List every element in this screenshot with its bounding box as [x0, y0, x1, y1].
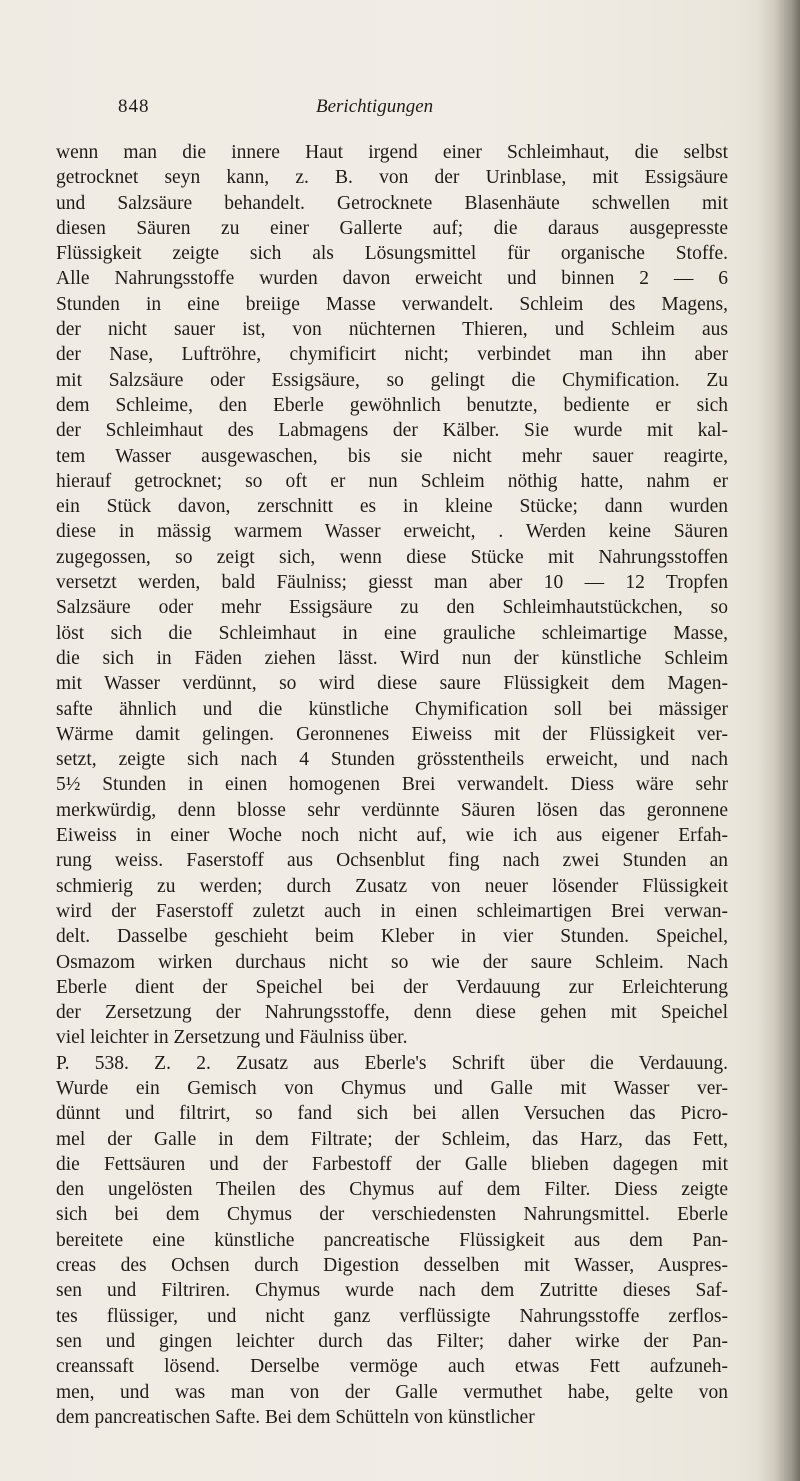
text-line: tes flüssiger, und nicht ganz verflüssigte Nahrungsstoffe zerflos-: [56, 1305, 728, 1327]
text-line: der Nase, Luftröhre, chymificirt nicht; verbindet man ihn aber: [56, 344, 728, 366]
text-line: mit Salzsäure oder Essigsäure, so gelingt die Chymification. Zu: [56, 369, 728, 391]
text-line: sen und Filtriren. Chymus wurde nach dem Zutritte dieses Saf-: [56, 1280, 728, 1302]
text-line: Alle Nahrungsstoffe wurden davon erweicht und binnen 2 — 6: [56, 268, 728, 290]
body-text: [56, 140, 728, 1430]
text-line: Osmazom wirken durchaus nicht so wie der saure Schleim. Nach: [56, 951, 728, 973]
text-line: 5½ Stunden in einen homogenen Brei verwandelt. Diess wäre sehr: [56, 774, 728, 796]
page-binding-shadow: [758, 0, 800, 1481]
text-line: der Schleimhaut des Labmagens der Kälber. Sie wurde mit kal-: [56, 420, 728, 442]
text-line: Eberle dient der Speichel bei der Verdauung zur Erleichterung: [56, 976, 728, 998]
text-line: ein Stück davon, zerschnitt es in kleine Stücke; dann wurden: [56, 496, 728, 518]
text-line: getrocknet seyn kann, z. B. von der Urinblase, mit Essigsäure: [56, 167, 728, 189]
text-line: merkwürdig, denn blosse sehr verdünnte Säuren lösen das geronnene: [56, 799, 728, 821]
text-line: rung weiss. Faserstoff aus Ochsenblut fing nach zwei Stunden an: [56, 850, 728, 872]
text-line: creas des Ochsen durch Digestion desselben mit Wasser, Auspres-: [56, 1255, 728, 1277]
text-line: Salzsäure oder mehr Essigsäure zu den Schleimhautstückchen, so: [56, 597, 728, 619]
text-line: mit Wasser verdünnt, so wird diese saure Flüssigkeit dem Magen-: [56, 673, 728, 695]
page-header: [118, 96, 718, 126]
text-line: Wärme damit gelingen. Geronnenes Eiweiss mit der Flüssigkeit ver-: [56, 723, 728, 745]
text-line: zugegossen, so zeigt sich, wenn diese Stücke mit Nahrungsstoffen: [56, 546, 728, 568]
text-line: den ungelösten Theilen des Chymus auf dem Filter. Diess zeigte: [56, 1179, 728, 1201]
text-line: tem Wasser ausgewaschen, bis sie nicht mehr sauer reagirte,: [56, 445, 728, 467]
text-line: Stunden in eine breiige Masse verwandelt. Schleim des Magens,: [56, 293, 728, 315]
running-title: Berichtigungen: [316, 96, 434, 117]
text-line: dem pancreatischen Safte. Bei dem Schütteln von künstlicher: [56, 1406, 535, 1428]
text-line: und Salzsäure behandelt. Getrocknete Blasenhäute schwellen mit: [56, 192, 728, 214]
text-line: die sich in Fäden ziehen lässt. Wird nun der künstliche Schleim: [56, 647, 728, 669]
text-line: der Zersetzung der Nahrungsstoffe, denn diese gehen mit Speichel: [56, 1002, 728, 1024]
text-line: mel der Galle in dem Filtrate; der Schleim, das Harz, das Fett,: [56, 1128, 728, 1150]
text-line: die Fettsäuren und der Farbestoff der Galle blieben dagegen mit: [56, 1153, 728, 1175]
text-line: safte ähnlich und die künstliche Chymification soll bei mässiger: [56, 698, 728, 720]
text-line: sich bei dem Chymus der verschiedensten Nahrungsmittel. Eberle: [56, 1204, 728, 1226]
text-line: Wurde ein Gemisch von Chymus und Galle mit Wasser ver-: [56, 1077, 728, 1099]
text-line: bereitete eine künstliche pancreatische Flüssigkeit aus dem Pan-: [56, 1229, 728, 1251]
text-line: schmierig zu werden; durch Zusatz von neuer lösender Flüssigkeit: [56, 875, 728, 897]
text-line: setzt, zeigte sich nach 4 Stunden grösstentheils erweicht, und nach: [56, 749, 728, 771]
text-line: wird der Faserstoff zuletzt auch in einen schleimartigen Brei verwan-: [56, 900, 728, 922]
text-line: wenn man die innere Haut irgend einer Schleimhaut, die selbst: [56, 142, 728, 163]
text-line: sen und gingen leichter durch das Filter; daher wirke der Pan-: [56, 1330, 728, 1352]
text-line: dem Schleime, den Eberle gewöhnlich benutzte, bediente er sich: [56, 394, 728, 416]
text-line: Flüssigkeit zeigte sich als Lösungsmittel für organische Stoffe.: [56, 243, 728, 265]
text-line: men, und was man von der Galle vermuthet habe, gelte von: [56, 1381, 728, 1403]
text-line: dünnt und filtrirt, so fand sich bei allen Versuchen das Picro-: [56, 1103, 728, 1125]
text-line: P. 538. Z. 2. Zusatz aus Eberle's Schrift über die Verdauung.: [56, 1052, 728, 1074]
text-line: diese in mässig warmem Wasser erweicht, . Werden keine Säuren: [56, 521, 728, 543]
text-line: delt. Dasselbe geschieht beim Kleber in vier Stunden. Speichel,: [56, 926, 728, 948]
text-line: versetzt werden, bald Fäulniss; giesst man aber 10 — 12 Tropfen: [56, 572, 728, 594]
text-line: diesen Säuren zu einer Gallerte auf; die daraus ausgepresste: [56, 217, 728, 239]
text-line: Eiweiss in einer Woche noch nicht auf, wie ich aus eigener Erfah-: [56, 825, 728, 847]
text-line: löst sich die Schleimhaut in eine grauliche schleimartige Masse,: [56, 622, 728, 644]
text-line: hierauf getrocknet; so oft er nun Schleim nöthig hatte, nahm er: [56, 470, 728, 492]
text-line: creanssaft lösend. Derselbe vermöge auch etwas Fett aufzuneh-: [56, 1356, 728, 1378]
text-line: der nicht sauer ist, von nüchternen Thieren, und Schleim aus: [56, 319, 728, 341]
text-line: viel leichter in Zersetzung und Fäulniss über.: [56, 1027, 408, 1049]
page-number: 848: [118, 96, 150, 117]
